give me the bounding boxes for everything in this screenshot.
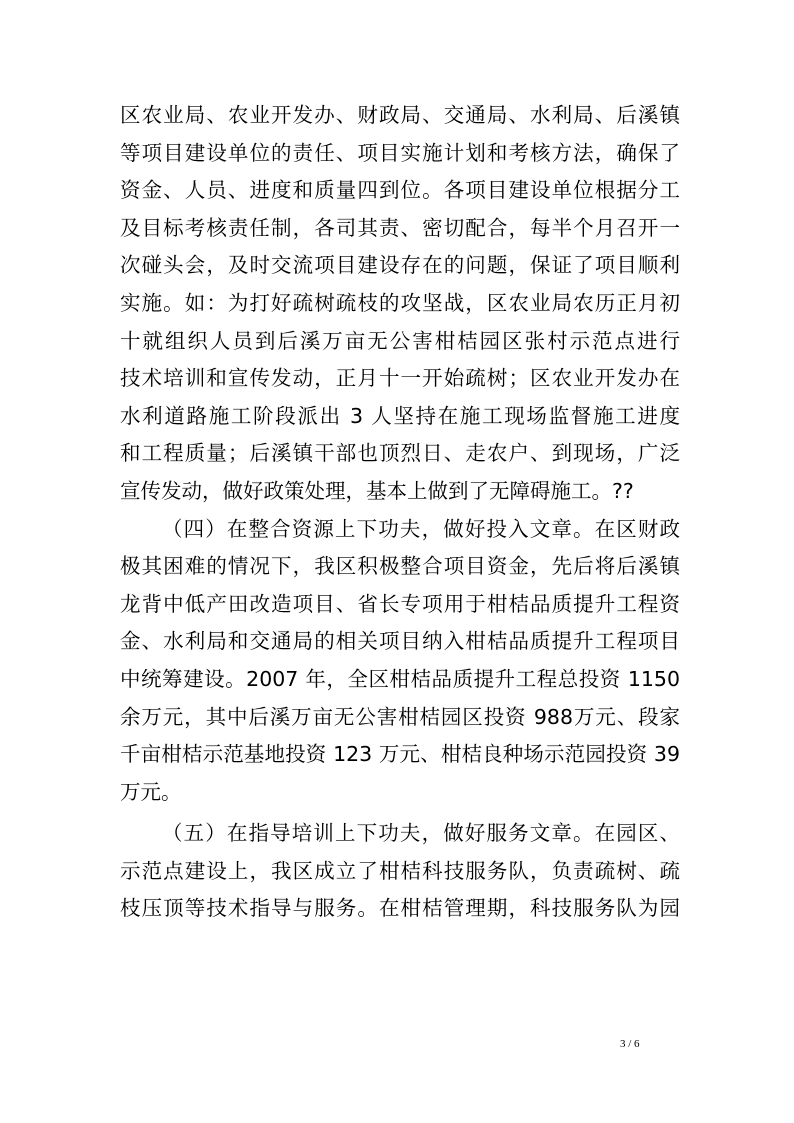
text-line: 及目标考核责任制，各司其责、密切配合，每半个月召开一 [120,215,680,240]
text-line: 区农业局、农业开发办、财政局、交通局、水利局、后溪镇 [120,103,680,127]
page-number: 3 / 6 [620,1038,640,1050]
text-line: 技术培训和宣传发动，正月十一开始疏树；区农业开发办在 [120,366,680,391]
text-line: 等项目建设单位的责任、项目实施计划和考核方法，确保了 [120,140,680,165]
paragraph-heading-5: （五）在指导培训上下功夫，做好服务文章。在园区、 [162,821,680,846]
text-line: 枝压顶等技术指导与服务。在柑桔管理期，科技服务队为园 [120,896,680,921]
paragraph-heading-4: （四）在整合资源上下功夫，做好投入文章。在区财政 [162,516,680,541]
text-line: 实施。如：为打好疏树疏枝的攻坚战，区农业局农历正月初 [120,290,680,315]
text-line: 示范点建设上，我区成立了柑桔科技服务队，负责疏树、疏 [120,858,680,883]
text-line: 万元。 [120,779,182,804]
text-line: 极其困难的情况下，我区积极整合项目资金，先后将后溪镇 [120,554,680,579]
text-line: 次碰头会，及时交流项目建设存在的问题，保证了项目顺利 [120,253,680,278]
text-line: 宣传发动，做好政策处理，基本上做到了无障碍施工。?? [120,478,634,503]
text-line: 千亩柑桔示范基地投资 123 万元、柑桔良种场示范园投资 39 [120,742,680,767]
text-line: 资金、人员、进度和质量四到位。各项目建设单位根据分工 [120,178,680,203]
text-line: 水利道路施工阶段派出 3 人坚持在施工现场监督施工进度 [120,403,680,428]
text-line: 中统筹建设。2007 年，全区柑桔品质提升工程总投资 1150 [120,666,680,691]
body-text [120,97,680,928]
text-line: 金、水利局和交通局的相关项目纳入柑桔品质提升工程项目 [120,629,680,654]
text-line: 龙背中低产田改造项目、省长专项用于柑桔品质提升工程资 [120,591,680,616]
text-line: 和工程质量；后溪镇干部也顶烈日、走农户、到现场，广泛 [120,441,680,466]
text-line: 十就组织人员到后溪万亩无公害柑桔园区张村示范点进行 [120,328,680,353]
text-line: 余万元，其中后溪万亩无公害柑桔园区投资 988万元、段家 [120,704,680,729]
